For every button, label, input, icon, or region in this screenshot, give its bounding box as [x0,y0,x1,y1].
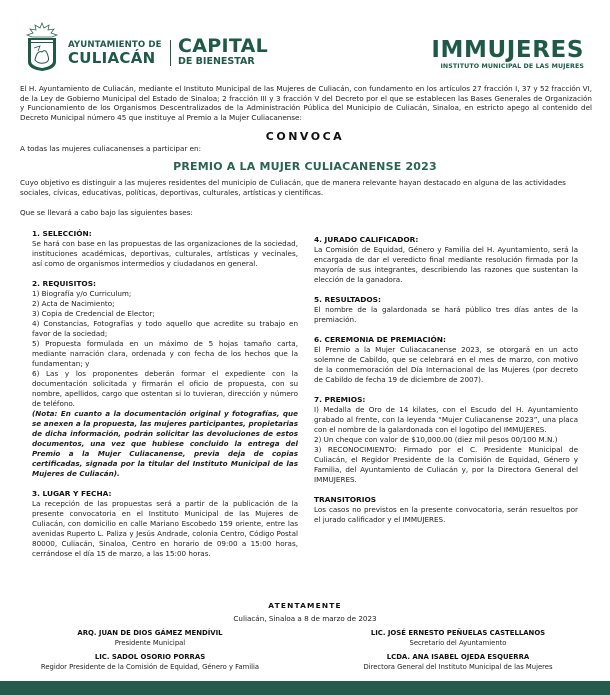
objetivo-paragraph: Cuyo objetivo es distinguir a las mujeres residentes del municipio de Culiacán, que de manera relevante hayan destacado en alguna de las actividades sociales, cívicas, educativas, políticas, deportivas, culturales, artísticas y científicas. [20,178,566,197]
section-title: TRANSITORIOS [314,495,377,504]
section-body: El Premio a la Mujer Culiacacanense 2023, se otorgará en un acto solemne de Cabildo, que se celebrará en el mes de marzo, con motivo de la conmemoración del Día Internacional de las Mujeres (por decreto de Cabildo de fecha 19 de diciembre de 2007). [314,345,578,384]
immujeres-line2: INSTITUTO MUNICIPAL DE LAS MUJERES [440,63,584,70]
section-lugar-fecha [32,489,298,559]
logo-divider [170,40,171,66]
signatory-name: LIC. JOSÉ ERNESTO PEÑUELAS CASTELLANOS [370,629,546,637]
immujeres-logo [431,38,584,71]
place-date: Culiacán, Sinaloa a 8 de marzo de 2023 [233,614,377,623]
capital-line2: DE BIENESTAR [178,56,255,67]
requisitos-note: (Nota: En cuanto a la documentación original y fotografías, que se anexen a la propuesta, las mujeres participantes, propietarias de dicha información, podrán solicitar las devoluciones de estos documentos, una vez que hubiese concluido la entrega del Premio a la Mujer Culiacanense, previa deja de copias certificadas, signada por la titular del Instituto Municipal de las Mujeres de Culiacán). [32,409,298,478]
immujeres-line1: IMMUJERES [431,37,584,63]
section-premios [314,395,578,485]
intro-paragraph: El H. Ayuntamiento de Culiacán, mediante el Instituto Municipal de las Mujeres de Culiacán, con fundamento en los artículos 27 fracción I, 37 y 52 fracción VI, de la Ley de Gobierno Municipal del Estado de Sinaloa; 2 fracción III y 3 fracción V del Decreto por el que se establecen las Bases Generales de Organización y Funcionamiento de los Organismos Descentralizados de la Administración Pública del Municipio de Culiacán, Sinaloa, en estricto apego al contenido del Decreto Municipal número 45 que instituye al Premio a la Mujer Culiacanense: [20,84,592,122]
signature-block [0,629,300,648]
requisito-item: 3) Copia de Credencial de Elector; [32,309,155,318]
signature-block [40,653,260,672]
signatory-role: Secretario del Ayuntamiento [409,638,507,647]
requisito-item: 4) Constancias, Fotografías y todo aquello que acredite su trabajo en favor de la sociedad; [32,319,298,338]
requisito-item: 6) Las y los proponentes deberán formar el expediente con la documentación solicitada y firmarán el oficio de propuesta, con su nombre, apellidos, cargo que ostentan si lo tuvieran, dirección y número de teléfono. [32,369,298,408]
section-title: 5. RESULTADOS: [314,295,381,304]
signature-block [308,653,608,672]
signatory-role: Directora General del Instituto Municipal de las Mujeres [363,662,553,671]
signatory-name: LIC. SADOL OSORIO PORRAS [94,653,206,661]
ayuntamiento-line1: AYUNTAMIENTO DE [68,40,162,50]
premio-item: I) Medalla de Oro de 14 kilates, con el Escudo del H. Ayuntamiento grabado al frente, con la leyenda “Mujer Culiacanense 2023”, una placa con el nombre de la galardonada con el logotipo del IMMUJERES. [314,405,578,434]
section-title: 7. PREMIOS: [314,395,366,404]
requisito-item: 2) Acta de Nacimiento; [32,299,115,308]
section-title: 3. LUGAR Y FECHA: [32,489,112,498]
requisito-item: 1) Biografía y/o Curriculum; [32,289,132,298]
premio-item: 2) Un cheque con valor de $10,000.00 (diez mil pesos 00/100 M.N.) [314,435,558,444]
premio-title: PREMIO A LA MUJER CULIACANENSE 2023 [173,160,437,173]
section-transitorios [314,495,578,525]
section-body: La recepción de las propuestas será a partir de la publicación de la presente convocatoria en el Instituto Municipal de las Mujeres de Culiacán, con domicilio en calle Mariano Escobedo 159 oriente, entre las avenidas Ruperto L. Paliza y Jesús Andrade, colonia Centro, Código Postal 80000, Culiacán, Sinaloa, Centro en horario de 09:00 a 15:00 horas, cerrándose el día 15 de marzo, a las 15:00 horas. [32,499,298,558]
signatory-role: Presidente Municipal [114,638,186,647]
section-title: 6. CEREMONIA DE PREMIACIÓN: [314,335,446,344]
ayuntamiento-logo-text [68,40,162,66]
section-body: El nombre de la galardonada se hará público tres días antes de la premiación. [314,305,578,324]
bases-intro: Que se llevará a cabo bajo las siguientes bases: [20,208,193,217]
invitation-line: A todas las mujeres culiacanenses a participar en: [20,144,202,153]
section-title: 1. SELECCIÓN: [32,229,92,238]
requisito-item: 5) Propuesta formulada en un máximo de 5 hojas tamaño carta, mediante narración clara, ordenada y con fecha de los hechos que la fundamentan; y [32,339,298,368]
bases-left-column [32,229,298,569]
section-requisitos [32,279,298,479]
section-body: La Comisión de Equidad, Género y Familia del H. Ayuntamiento, será la encargada de dar el veredicto final mediante resolución firmada por la mayoría de sus integrantes, describiendo las razones que sustentan la elección de la ganadora. [314,245,578,284]
section-body: Se hará con base en las propuestas de las organizaciones de la sociedad, instituciones académicas, deportivas, culturales, artísticas y vecinales, así como de organismos intermedios y ciudadanos en general. [32,239,298,268]
section-body: Los casos no previstos en la presente convocatoria, serán resueltos por el jurado calificador y el IMMUJERES. [314,505,578,524]
bases-right-column [314,235,578,535]
capital-line1: CAPITAL [178,35,269,57]
section-jurado [314,235,578,285]
signature-block [308,629,608,648]
convoca-heading: CONVOCA [265,130,345,143]
section-title: 2. REQUISITOS: [32,279,96,288]
section-seleccion [32,229,298,269]
atentamente-heading: ATENTAMENTE [268,601,342,610]
premio-item: 3) RECONOCIMIENTO: Firmado por el C. Presidente Municipal de Culiacán, el Regidor Presidente de la Comisión de Equidad, Género y Familia, del Ayuntamiento de Culiacán y, por la Directora General del IMMUJERES. [314,445,578,484]
ayuntamiento-line2: CULIACÁN [68,49,156,67]
signatory-name: ARQ. JUAN DE DIOS GÁMEZ MENDÍVIL [77,629,223,637]
signatory-role: Regidor Presidente de la Comisión de Equidad, Género y Familia [40,662,260,671]
section-ceremonia [314,335,578,385]
section-resultados [314,295,578,325]
document-header [0,0,610,78]
culiacan-shield-icon [24,22,60,72]
signatory-name: LCDA. ANA ISABEL OJEDA ESQUERRA [386,653,530,661]
capital-bienestar-logo [178,36,268,67]
footer-band [0,681,610,695]
section-title: 4. JURADO CALIFICADOR: [314,235,419,244]
